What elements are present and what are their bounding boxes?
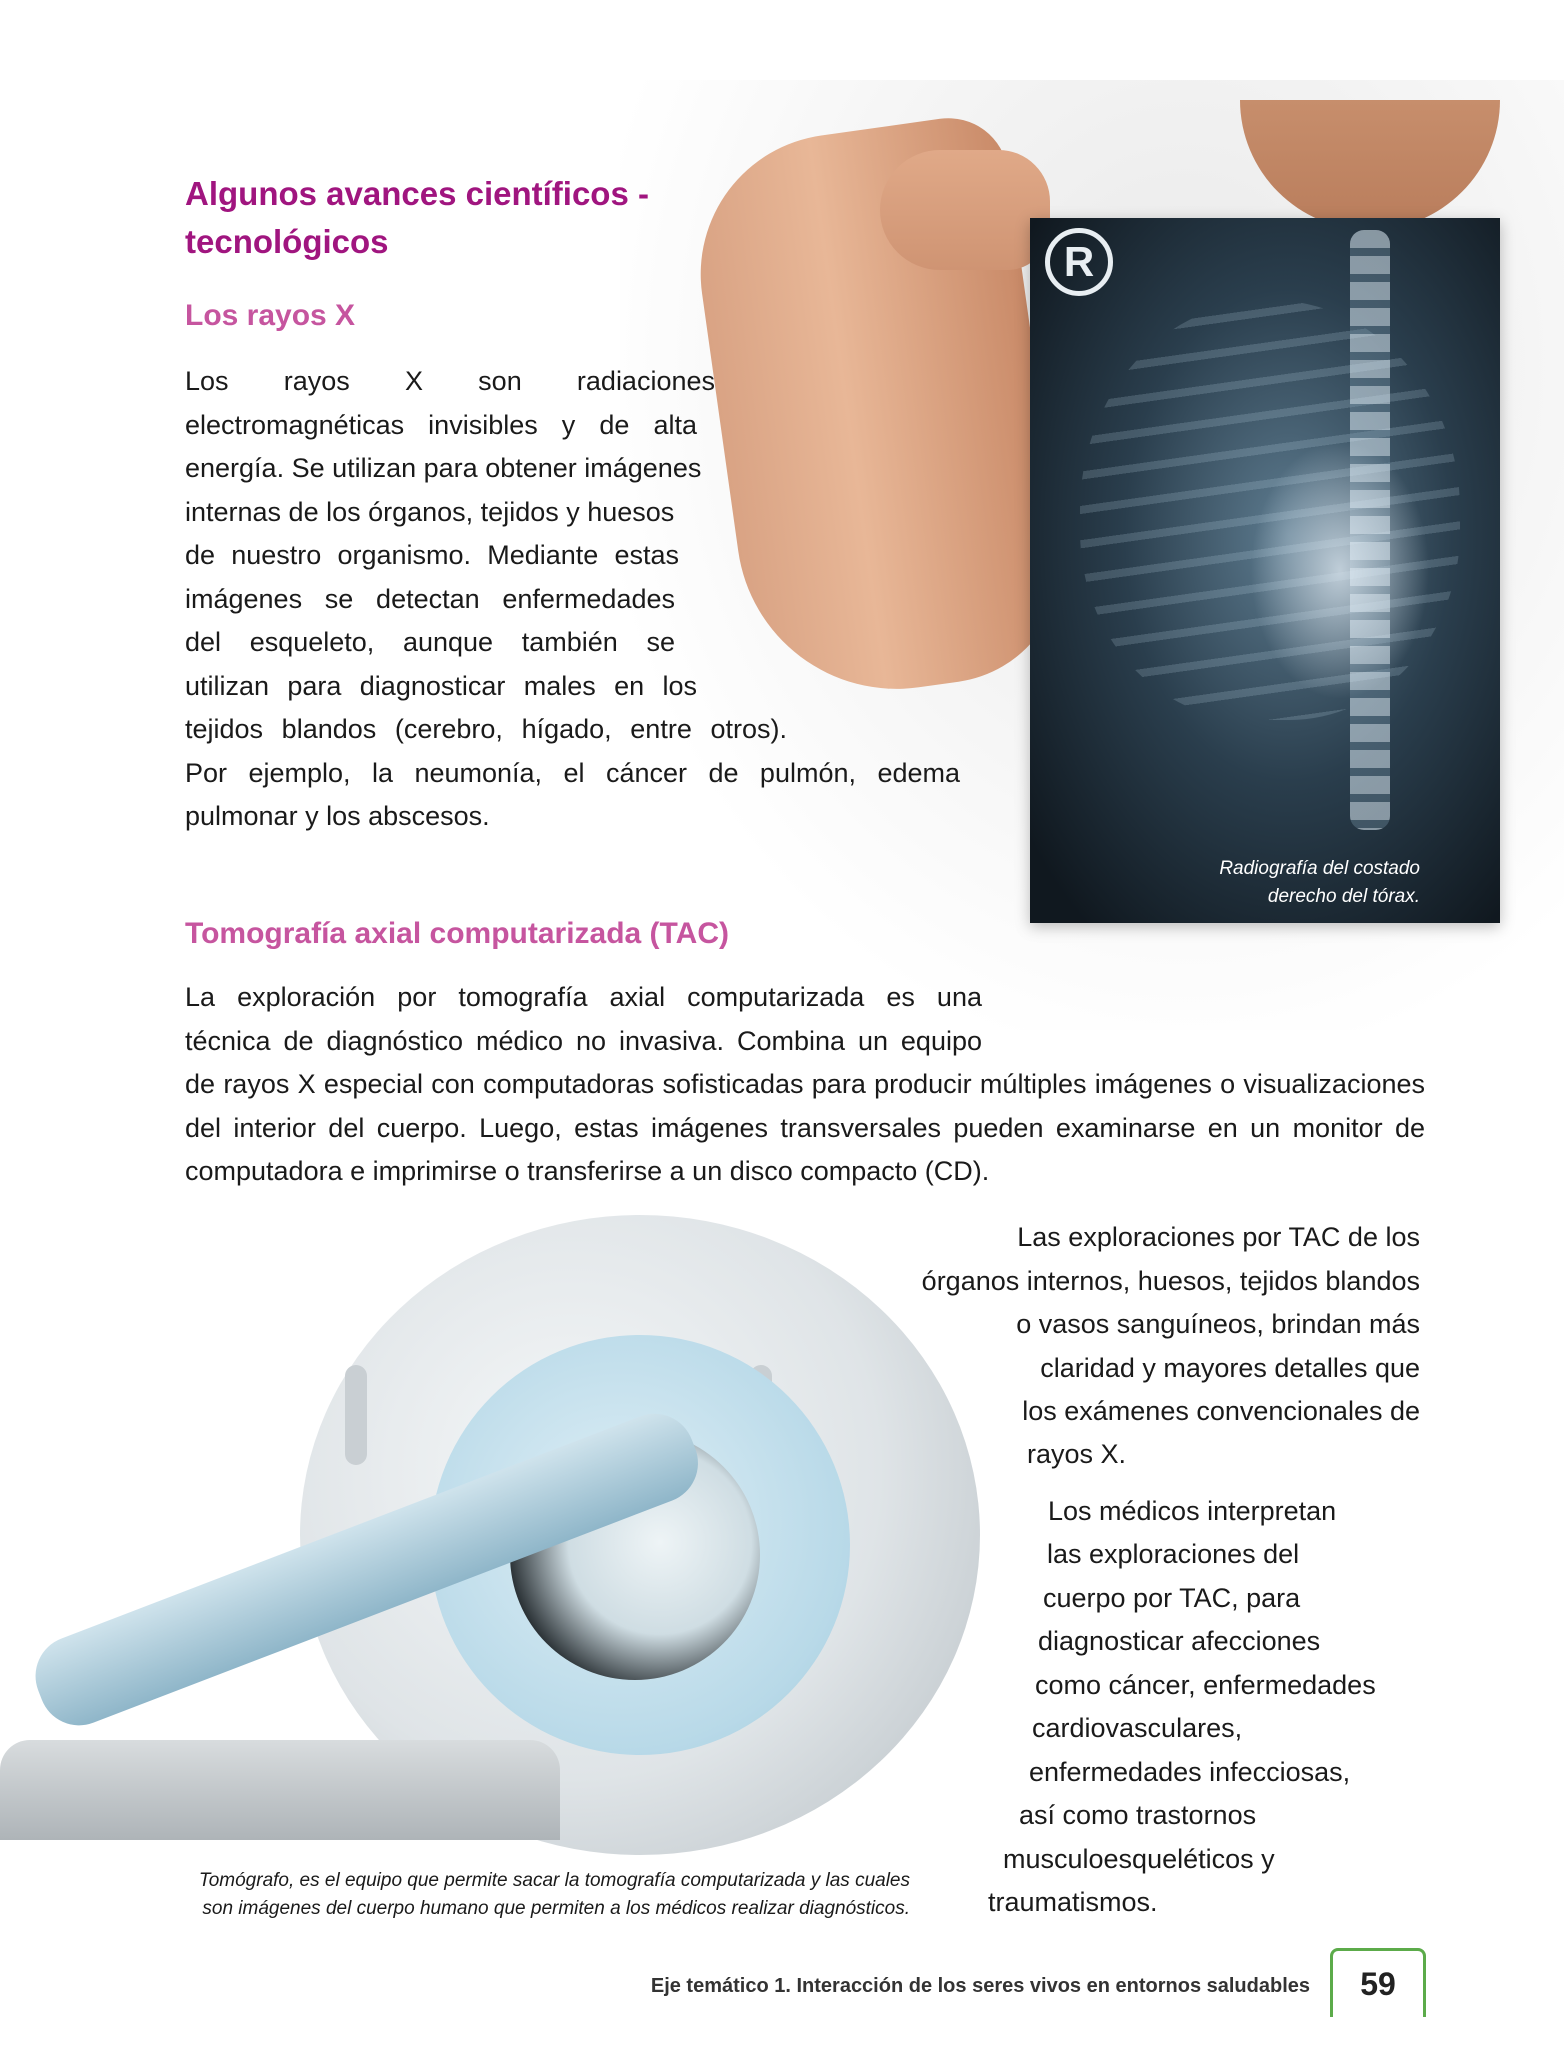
- paragraph-line: Por ejemplo, la neumonía, el cáncer de pulmón, edema: [185, 757, 960, 788]
- paragraph-line: los exámenes convencionales de: [1022, 1396, 1420, 1426]
- xray-caption-line1: Radiografía del costado: [1219, 858, 1420, 879]
- paragraph-line: cuerpo por TAC, para: [1043, 1583, 1301, 1613]
- paragraph-line: de nuestro organismo. Mediante estas: [185, 540, 679, 570]
- section-heading-rayos-x: Los rayos X: [185, 299, 356, 332]
- paragraph-line: pulmonar y los abscesos.: [185, 801, 490, 831]
- footer-axis-title: Eje temático 1. Interacción de los seres vivos en entornos saludables: [650, 1975, 1310, 1997]
- paragraph-line: claridad y mayores detalles que: [1040, 1352, 1420, 1383]
- paragraph-line: del esqueleto, aunque también se: [185, 627, 675, 657]
- paragraph-line: traumatismos.: [988, 1887, 1158, 1917]
- page-title: Algunos avances científicos - tecnológicos: [185, 175, 649, 260]
- paragraph-line: utilizan para diagnosticar males en los: [185, 670, 697, 701]
- paragraph-line: así como trastornos: [1019, 1800, 1257, 1830]
- xray-caption-line2: derecho del tórax.: [1267, 886, 1420, 907]
- paragraph-line: energía. Se utilizan para obtener imágenes: [185, 453, 702, 483]
- paragraph-line: de rayos X especial con computadoras sofisticadas para producir múltiples imágenes o visualizaciones: [185, 1069, 1425, 1099]
- rayos-x-paragraph: [185, 360, 1085, 839]
- xray-heart-shadow: [1250, 440, 1430, 700]
- ct-scanner-handle: [345, 1365, 367, 1465]
- paragraph-line: del interior del cuerpo. Luego, estas imágenes transversales pueden examinarse en un monitor de: [185, 1112, 1425, 1143]
- paragraph-line: técnica de diagnóstico médico no invasiva. Combina un equipo: [185, 1025, 982, 1056]
- paragraph-line: Los médicos interpretan: [1048, 1496, 1337, 1526]
- xray-r-marker-icon: R: [1045, 228, 1113, 296]
- person-hand-image: [880, 150, 1050, 270]
- paragraph-line: Los rayos X son radiaciones: [185, 366, 715, 396]
- paragraph-line: rayos X.: [1027, 1439, 1127, 1469]
- paragraph-line: electromagnéticas invisibles y de alta: [185, 409, 697, 440]
- tac-paragraph: [185, 976, 1425, 1194]
- paragraph-line: musculoesqueléticos y: [1003, 1844, 1275, 1874]
- xray-caption: [1100, 855, 1420, 911]
- paragraph-line: internas de los órganos, tejidos y huesos: [185, 496, 675, 527]
- paragraph-line: cardiovasculares,: [1032, 1713, 1243, 1743]
- ct-caption-line2: son imágenes del cuerpo humano que permiten a los médicos realizar diagnósticos.: [202, 1898, 910, 1919]
- paragraph-line: órganos internos, huesos, tejidos blandos: [921, 1265, 1420, 1296]
- paragraph-line: computadora e imprimirse o transferirse a un disco compacto (CD).: [185, 1156, 990, 1186]
- paragraph-line: las exploraciones del: [1047, 1539, 1300, 1569]
- paragraph-line: La exploración por tomografía axial computarizada es una: [185, 982, 982, 1012]
- paragraph-line: o vasos sanguíneos, brindan más: [1016, 1309, 1420, 1339]
- ct-caption-line1: Tomógrafo, es el equipo que permite sacar la tomografía computarizada y las cuales: [198, 1870, 910, 1891]
- ct-scanner-base: [0, 1740, 560, 1840]
- paragraph-line: Las exploraciones por TAC de los: [1017, 1222, 1420, 1252]
- section-heading-tac: Tomografía axial computarizada (TAC): [185, 917, 729, 950]
- paragraph-line: imágenes se detectan enfermedades: [185, 583, 675, 614]
- paragraph-line: como cáncer, enfermedades: [1035, 1670, 1376, 1700]
- paragraph-line: enfermedades infecciosas,: [1029, 1757, 1351, 1787]
- ct-caption: [140, 1867, 910, 1923]
- paragraph-line: tejidos blandos (cerebro, hígado, entre otros).: [185, 714, 787, 744]
- page-number: 59: [1330, 1948, 1426, 2017]
- paragraph-line: diagnosticar afecciones: [1038, 1626, 1321, 1656]
- tac-right-paragraph: [800, 1216, 1420, 1434]
